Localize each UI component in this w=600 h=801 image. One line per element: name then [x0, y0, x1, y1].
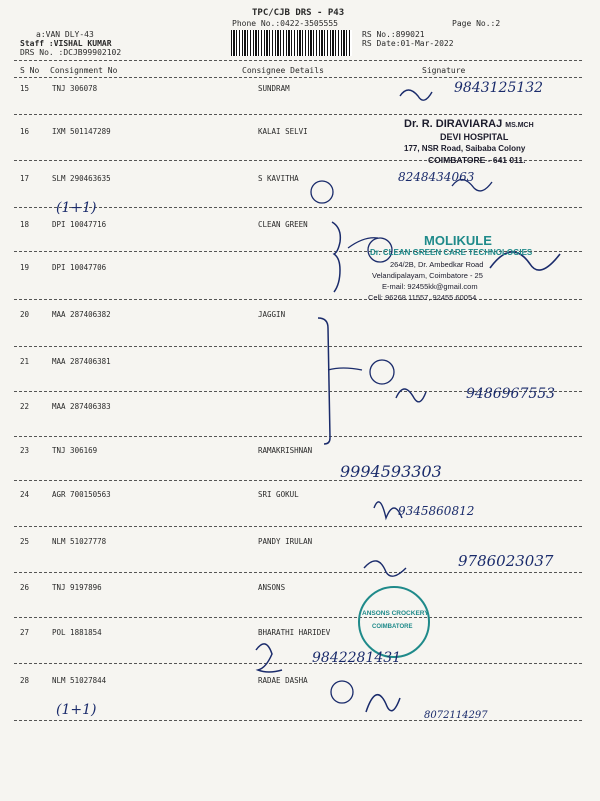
handwritten-count-18: (1+1): [56, 200, 97, 216]
row-consignment-number: NLM 51027778: [52, 537, 107, 546]
row-serial-number: 26: [20, 583, 30, 592]
handwritten-count-28: (1+1): [56, 702, 97, 718]
row-serial-number: 22: [20, 402, 30, 411]
doctor-stamp: [404, 118, 534, 130]
ansons-round-stamp: [358, 586, 430, 658]
row-consignment-number: AGR 700150563: [52, 490, 111, 499]
row-consignment-number: IXM 501147289: [52, 127, 111, 136]
page-number: Page No.:2: [452, 19, 501, 28]
row-consignee: PANDY IRULAN: [258, 537, 313, 546]
document-title: TPC/CJB DRS - P43: [252, 8, 345, 18]
handwritten-phone-22: 9486967553: [466, 386, 556, 402]
row-consignment-number: MAA 287406381: [52, 357, 111, 366]
row-consignee: CLEAN GREEN: [258, 220, 308, 229]
row-consignee: S KAVITHA: [258, 174, 299, 183]
doctor-degree: MS.MCH: [505, 122, 534, 129]
van-number: a:VAN DLY-43: [36, 30, 94, 39]
circled-mark-28: [331, 681, 353, 703]
signature-22: [396, 389, 426, 402]
handwritten-phone-28: 8072114297: [424, 710, 488, 721]
row-consignment-number: TNJ 306078: [52, 84, 98, 93]
handwritten-phone-24: 9345860812: [398, 504, 475, 518]
col-sno: S No: [20, 66, 40, 75]
col-consignee: Consignee Details: [242, 66, 324, 75]
staff-name: Staff :VISHAL KUMAR: [20, 39, 112, 48]
row-consignment-number: TNJ 9197896: [52, 583, 102, 592]
row-serial-number: 16: [20, 127, 30, 136]
signature-15: [400, 90, 432, 100]
row-consignment-number: TNJ 306169: [52, 446, 98, 455]
row-consignee: RAMAKRISHNAN: [258, 446, 313, 455]
circled-mark-17: [311, 181, 333, 203]
signature-28: [366, 695, 400, 712]
row-serial-number: 15: [20, 84, 30, 93]
drs-number: DRS No. :DCJB99902102: [20, 48, 122, 57]
handwritten-phone-15: 9843125132: [454, 80, 544, 96]
doctor-name: Dr. R. DIRAVIARAJ: [404, 118, 503, 130]
row-consignment-number: DPI 10047716: [52, 220, 107, 229]
doctor-hospital: DEVI HOSPITAL: [440, 132, 509, 142]
handwritten-phone-27: 9842281431: [312, 650, 402, 666]
row-serial-number: 18: [20, 220, 30, 229]
bracket-20-22: [318, 318, 330, 444]
row-serial-number: 24: [20, 490, 30, 499]
col-signature: Signature: [422, 66, 466, 75]
phone-number: Phone No.:0422-3505555: [232, 19, 338, 28]
row-serial-number: 25: [20, 537, 30, 546]
rs-number: RS No.:899021: [362, 30, 425, 39]
row-consignee: ANSONS: [258, 583, 286, 592]
molikule-phone: Cell: 96268 11557, 92455 60054: [368, 293, 477, 302]
row-serial-number: 20: [20, 310, 30, 319]
row-consignee: KALAI SELVI: [258, 127, 308, 136]
molikule-name: MOLIKULE: [424, 233, 492, 248]
signature-25: [364, 561, 406, 576]
col-consignment: Consignment No: [50, 66, 118, 75]
ansons-name: ANSONS CROCKERY: [362, 610, 429, 617]
row-consignee: BHARATHI HARIDEV: [258, 628, 331, 637]
row-consignment-number: DPI 10047706: [52, 263, 107, 272]
row-consignee: SRI GOKUL: [258, 490, 299, 499]
bracket-stroke: [328, 368, 362, 370]
molikule-locality: Velandipalayam, Coimbatore - 25: [372, 271, 483, 280]
row-consignment-number: SLM 290463635: [52, 174, 111, 183]
row-consignment-number: MAA 287406382: [52, 310, 111, 319]
row-consignee: JAGGIN: [258, 310, 286, 319]
row-serial-number: 23: [20, 446, 30, 455]
row-consignee: SUNDRAM: [258, 84, 290, 93]
doctor-address: 177, NSR Road, Saibaba Colony: [404, 144, 526, 153]
molikule-company: Dr. CLEAN GREEN CARE TECHNOLOGIES: [370, 248, 533, 257]
rs-date: RS Date:01-Mar-2022: [362, 39, 454, 48]
row-serial-number: 27: [20, 628, 30, 637]
handwritten-phone-17: 8248434063: [398, 170, 475, 184]
row-consignment-number: NLM 51027844: [52, 676, 107, 685]
signature-27: [256, 644, 282, 672]
molikule-email: E-mail: 92455kk@gmail.com: [382, 282, 478, 291]
row-consignment-number: MAA 287406383: [52, 402, 111, 411]
handwritten-phone-25: 9786023037: [458, 552, 554, 570]
row-consignment-number: POL 1881854: [52, 628, 102, 637]
row-serial-number: 21: [20, 357, 30, 366]
handwritten-phone-23: 9994593303: [340, 462, 442, 481]
doctor-city: COIMBATORE - 641 011.: [428, 155, 526, 165]
row-serial-number: 28: [20, 676, 30, 685]
circled-mark-20: [370, 360, 394, 384]
bracket-18-19: [332, 222, 340, 292]
molikule-address: 264/2B, Dr. Ambedkar Road: [390, 260, 484, 269]
row-serial-number: 19: [20, 263, 30, 272]
ansons-city: COIMBATORE: [372, 624, 413, 630]
row-consignee: RADAE DASHA: [258, 676, 308, 685]
row-serial-number: 17: [20, 174, 30, 183]
